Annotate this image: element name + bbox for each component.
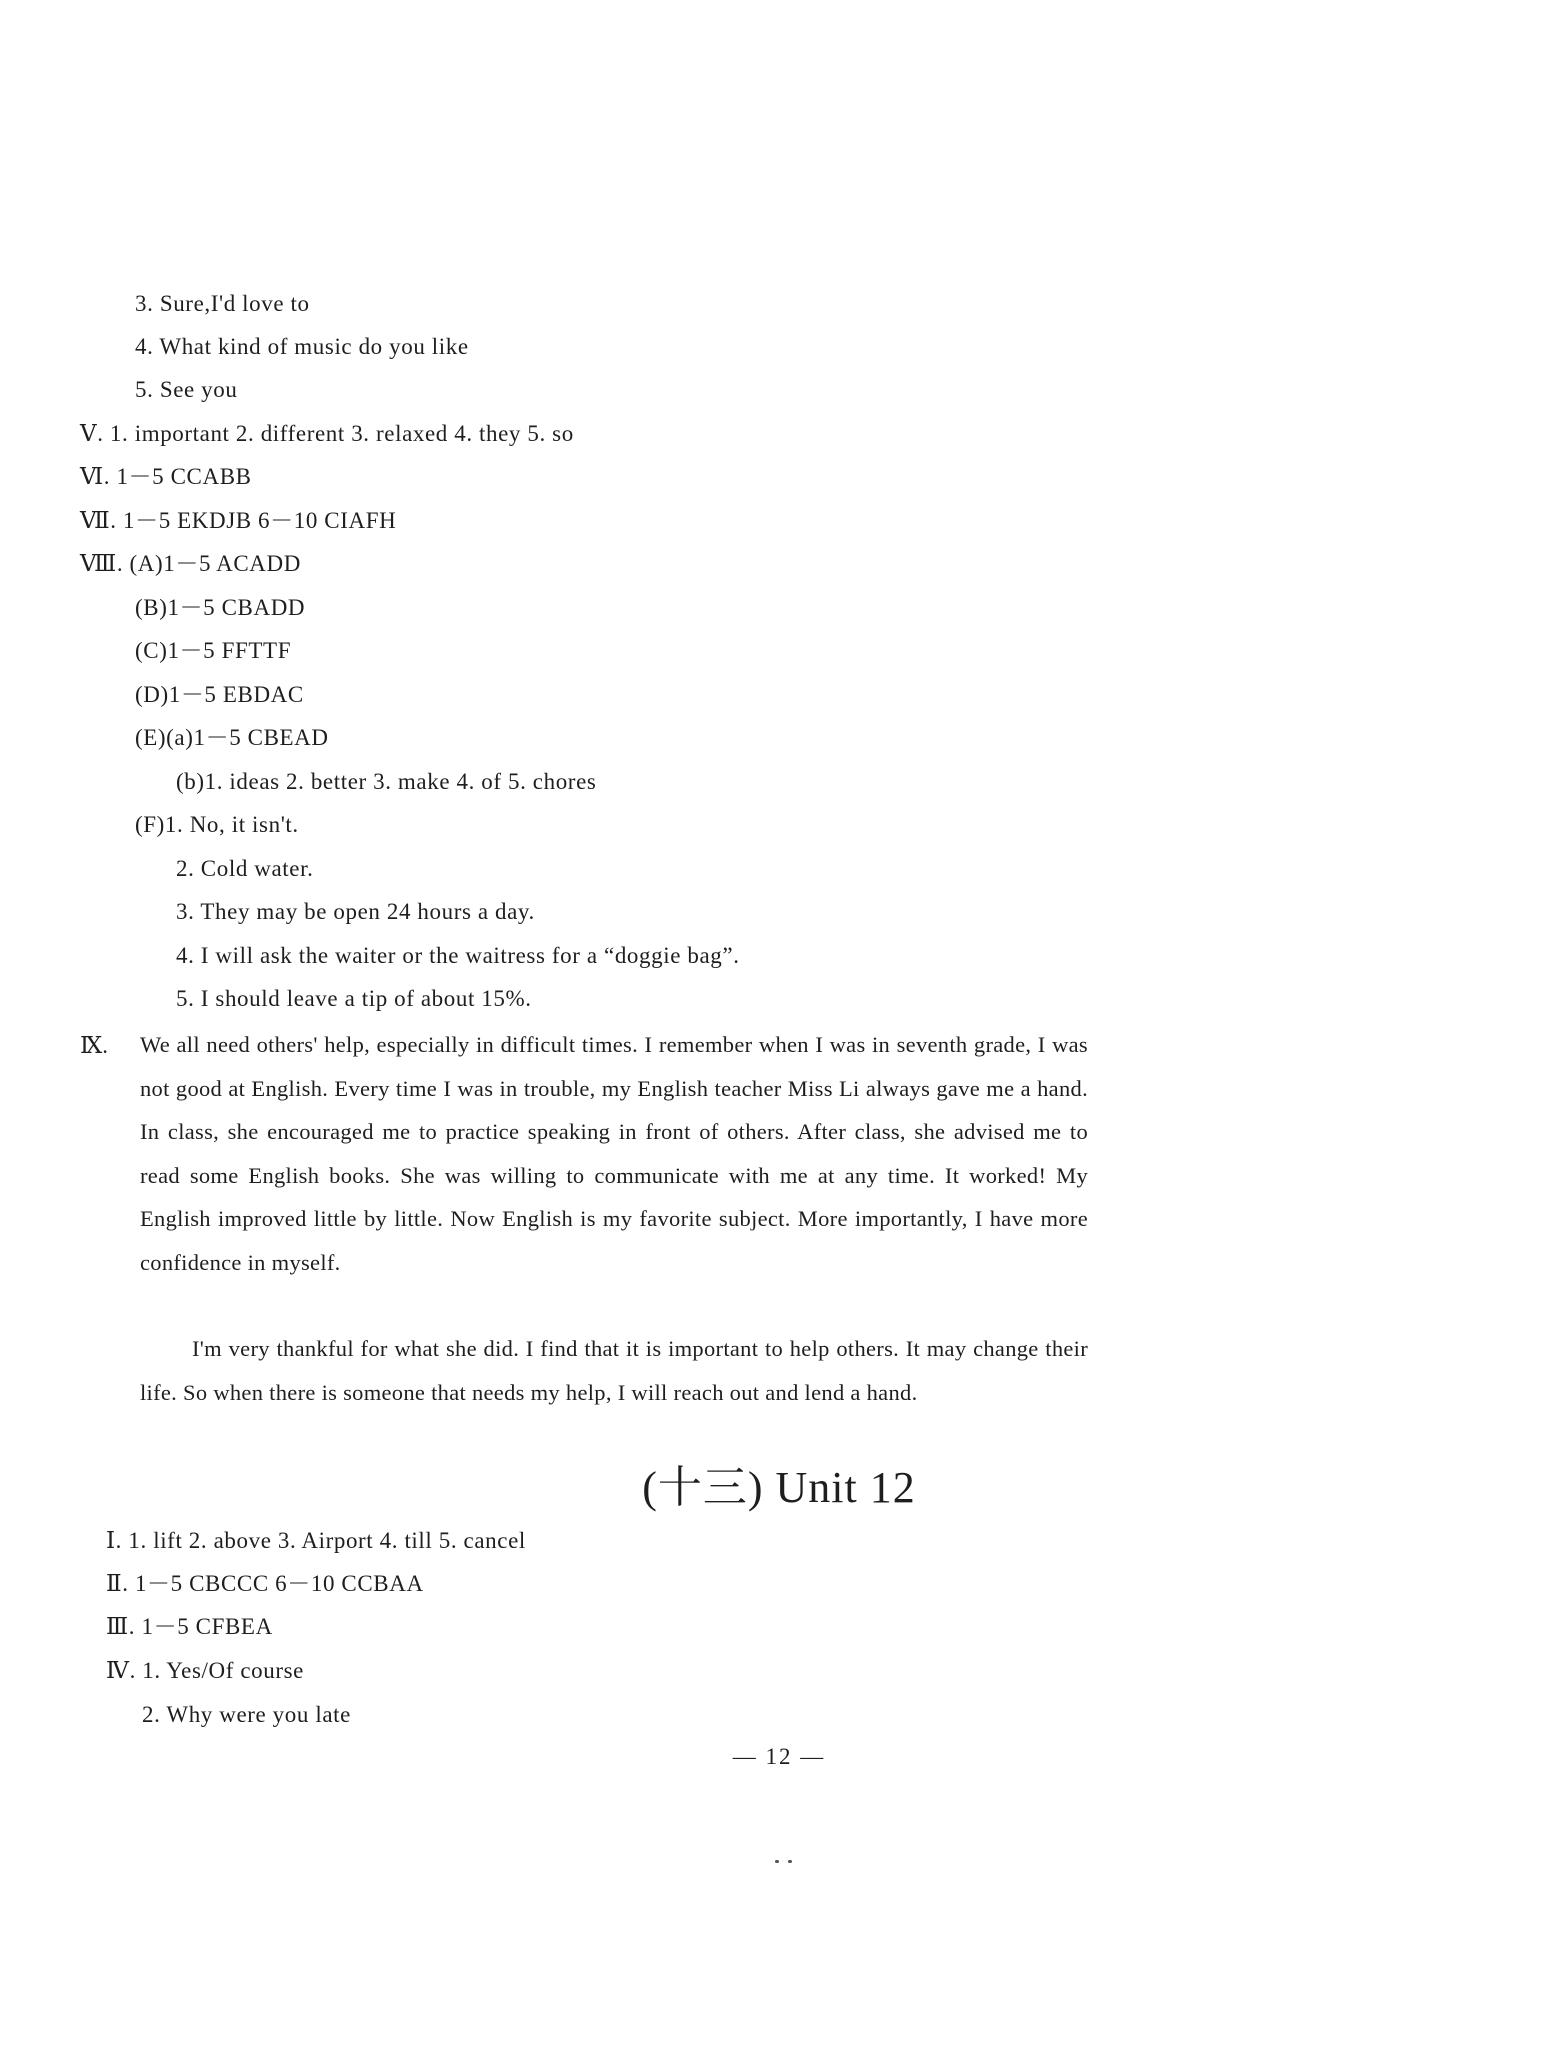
section-label: Ⅴ. (80, 421, 104, 446)
item-text: (E)(a)1－5 CBEAD (135, 725, 329, 750)
answer-line (135, 811, 299, 839)
item-text: What kind of music do you like (159, 334, 469, 359)
section-vi-line (80, 463, 252, 491)
section-ix-label: Ⅸ. (80, 1033, 108, 1058)
answer-line (135, 724, 329, 752)
item-text: 1－5 CFBEA (141, 1614, 273, 1639)
section-viii-line (80, 550, 301, 578)
item-text: (D)1－5 EBDAC (135, 682, 304, 707)
answer-line (135, 333, 469, 361)
unit-number: (十三) (642, 1463, 764, 1512)
item-text: (F)1. No, it isn't. (135, 812, 299, 837)
section-label: Ⅵ. (80, 464, 111, 489)
section-label: Ⅱ. (106, 1571, 129, 1596)
essay-paragraph-2: I'm very thankful for what she did. I find that it is important to help others. It may change their life. So when there is someone that needs my help, I will reach out and lend a hand. (140, 1336, 1088, 1405)
answer-line (142, 1701, 351, 1729)
answer-line (176, 942, 740, 970)
section-label: Ⅳ. (106, 1658, 136, 1683)
section-iv-line (106, 1657, 304, 1685)
item-text: 4. I will ask the waiter or the waitress for a “doggie bag”. (176, 943, 740, 968)
item-text: 2. Why were you late (142, 1702, 351, 1727)
item-label: 4. (135, 334, 154, 359)
unit-heading (0, 1460, 1558, 1516)
item-text: (A)1－5 ACADD (129, 551, 301, 576)
essay-paragraph-1: We all need others' help, especially in difficult times. I remember when I was in seventh grade, I was not good at English. Every time I was in trouble, my English teacher Miss Li always gave me a hand. In class, she encouraged me to practice speaking in front of others. After class, she advised me to read some English books. She was willing to communicate with me at any time. It worked! My English improved little by little. Now English is my favorite subject. More importantly, I have more confidence in myself. (140, 1032, 1088, 1275)
unit-title: Unit 12 (775, 1463, 916, 1512)
item-text: 1. Yes/Of course (142, 1658, 304, 1683)
section-vii-line (80, 507, 396, 535)
answer-line (135, 594, 305, 622)
answer-line (176, 768, 596, 796)
item-text: 1－5 CBCCC 6－10 CCBAA (134, 1571, 424, 1596)
answer-line (135, 376, 237, 404)
page-number: — 12 — (732, 1744, 826, 1769)
section-ii-line (106, 1570, 424, 1598)
scan-speck (775, 1860, 779, 1863)
item-text: See you (159, 377, 238, 402)
item-text: 1. important 2. different 3. relaxed 4. they 5. so (109, 421, 574, 446)
item-text: (B)1－5 CBADD (135, 595, 306, 620)
section-v-line (80, 420, 574, 448)
item-label: 3. (135, 291, 154, 316)
answer-line (176, 855, 313, 883)
answer-line (135, 637, 291, 665)
item-text: 3. They may be open 24 hours a day. (176, 899, 535, 924)
item-text: 1. lift 2. above 3. Airport 4. till 5. cancel (128, 1528, 526, 1553)
section-label: Ⅰ. (106, 1528, 123, 1553)
answer-line (176, 985, 532, 1013)
item-text: 2. Cold water. (176, 856, 314, 881)
item-text: (b)1. ideas 2. better 3. make 4. of 5. chores (176, 769, 597, 794)
section-iii-line (106, 1613, 273, 1641)
section-label: Ⅲ. (106, 1614, 136, 1639)
answer-line (135, 290, 310, 318)
item-text: Sure,I'd love to (159, 291, 310, 316)
item-text: 1－5 EKDJB 6－10 CIAFH (123, 508, 397, 533)
answer-line (176, 898, 535, 926)
section-label: Ⅶ. (80, 508, 117, 533)
item-text: 1－5 CCABB (116, 464, 252, 489)
item-text: (C)1－5 FFTTF (135, 638, 292, 663)
scan-speck (788, 1860, 792, 1863)
answer-line (135, 681, 304, 709)
item-text: 5. I should leave a tip of about 15%. (176, 986, 532, 1011)
item-label: 5. (135, 377, 154, 402)
section-label: Ⅷ. (80, 551, 124, 576)
section-i-line (106, 1527, 526, 1555)
